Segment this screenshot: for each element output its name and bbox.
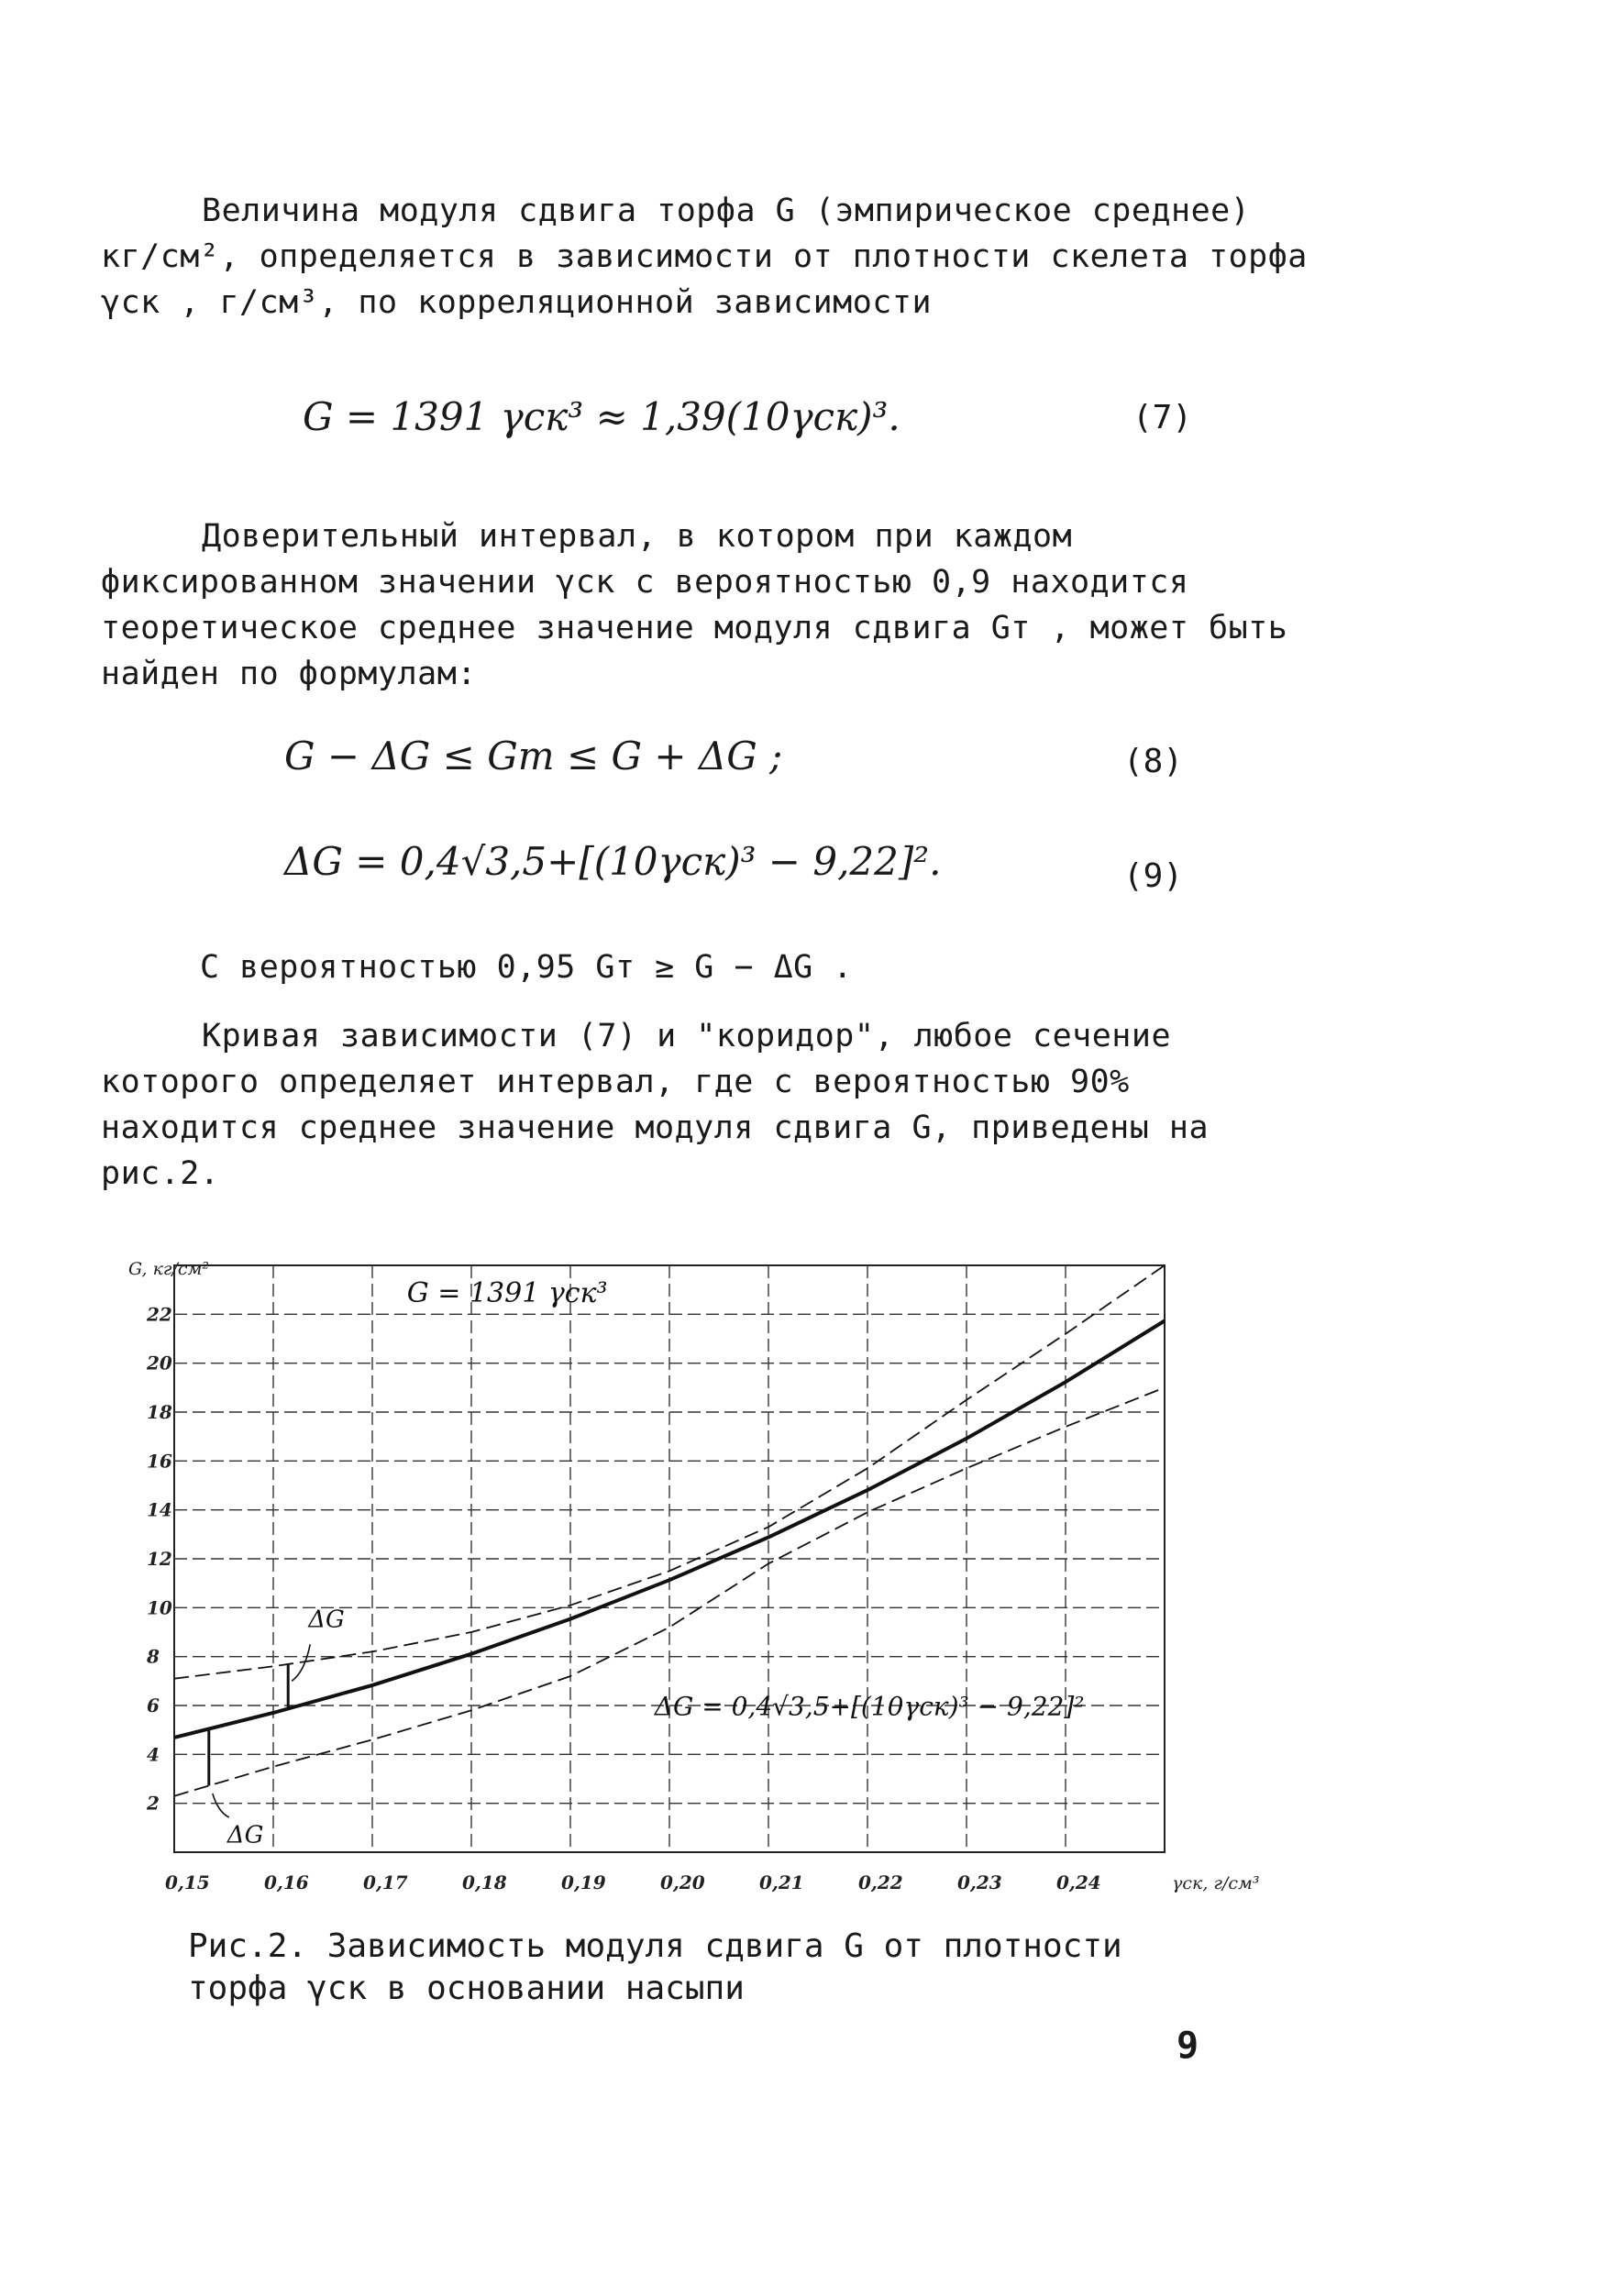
paragraph-shear-modulus-intro: Величина модуля сдвига торфа G (эмпирическое среднее) кг/см², определяется в зависимости от плотности скелета торфа γск , г/см³, по корреляционной зависимости xyxy=(101,193,1328,321)
delta-g-upper-label: ΔG xyxy=(308,1606,345,1634)
equation-number-7: (7) xyxy=(1132,399,1193,436)
x-tick-label: 0,23 xyxy=(957,1871,1002,1893)
delta-g-lower-leader xyxy=(213,1794,229,1817)
x-tick-label: 0,17 xyxy=(363,1871,408,1893)
x-tick-label: 0,22 xyxy=(858,1871,903,1893)
x-tick-label: 0,19 xyxy=(561,1871,606,1893)
x-tick-label: 0,21 xyxy=(759,1871,804,1893)
y-tick-label: 12 xyxy=(147,1548,172,1570)
y-tick-label: 8 xyxy=(147,1645,160,1668)
y-tick-label: 4 xyxy=(147,1743,160,1766)
x-tick-label: 0,15 xyxy=(165,1871,210,1893)
formula-8: G − ΔG ≤ Gт ≤ G + ΔG ; xyxy=(284,734,783,778)
y-tick-label: 6 xyxy=(147,1694,160,1716)
figure-caption: Рис.2. Зависимость модуля сдвига G от плотности торфа γск в основании насыпи xyxy=(188,1927,1143,2007)
y-tick-label: 16 xyxy=(147,1450,172,1473)
formula-7: G = 1391 γск³ ≈ 1,39(10γск)³. xyxy=(303,394,900,439)
y-tick-label: 18 xyxy=(147,1401,172,1423)
x-tick-label: 0,24 xyxy=(1056,1871,1101,1893)
y-tick-label: 2 xyxy=(147,1792,160,1815)
paragraph-curve-description: Кривая зависимости (7) и "коридор", любое сечение которого определяет интервал, где с вероятностью 90% находится среднее значение модуля сдвига G, приведены на рис.2. xyxy=(101,1018,1229,1192)
corridor-formula-annotation: ΔG = 0,4√3,5+[(10γск)³ − 9,22]² xyxy=(654,1691,1085,1722)
y-tick-label: 22 xyxy=(147,1303,172,1326)
x-tick-label: 0,18 xyxy=(462,1871,507,1893)
curve-formula-annotation: G = 1391 γск³ xyxy=(406,1277,608,1309)
equation-number-9: (9) xyxy=(1123,857,1184,895)
formula-9: ΔG = 0,4√3,5+[(10γск)³ − 9,22]². xyxy=(284,839,942,884)
x-tick-label: 0,20 xyxy=(660,1871,705,1893)
shear-modulus-chart xyxy=(128,1247,1260,1907)
page-number: 9 xyxy=(1177,2025,1199,2067)
x-tick-label: 0,16 xyxy=(264,1871,309,1893)
paragraph-confidence-interval: Доверительный интервал, в котором при каждом фиксированном значении γск с вероятностью 0,9 находится теоретическое среднее значение модуля сдвига Gт , может быть найден по формулам: xyxy=(101,518,1308,692)
y-tick-label: 10 xyxy=(147,1596,172,1619)
delta-g-lower-label: ΔG xyxy=(226,1821,264,1849)
y-tick-label: 14 xyxy=(147,1498,172,1521)
x-axis-label: γск, г/см³ xyxy=(1172,1873,1260,1893)
paragraph-probability-095: С вероятностью 0,95 Gт ≥ G − ΔG . xyxy=(200,949,853,986)
y-tick-label: 20 xyxy=(147,1352,172,1374)
equation-number-8: (8) xyxy=(1123,743,1184,780)
y-axis-label: G, кг/см² xyxy=(128,1259,209,1279)
